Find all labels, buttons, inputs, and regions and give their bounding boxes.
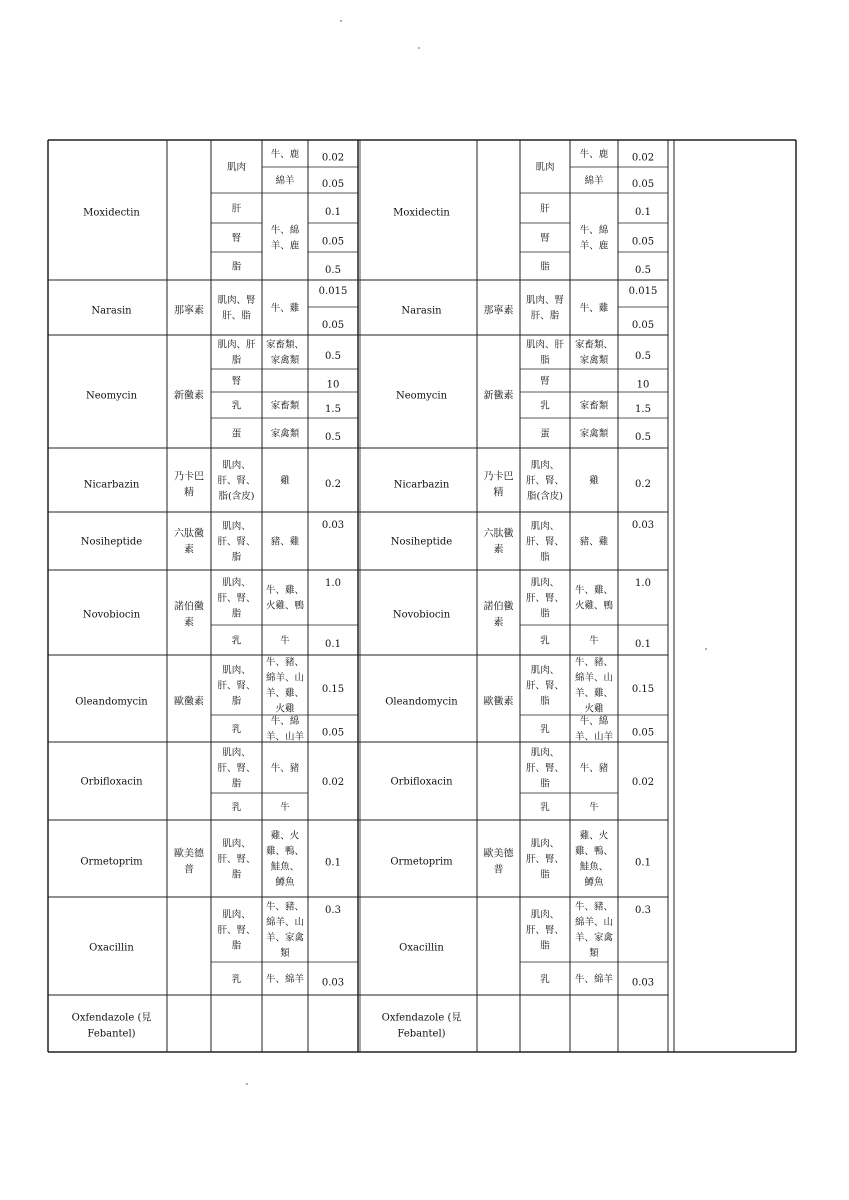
species-label: 豬、雞 [579, 536, 609, 548]
tissue-label: 脂 [231, 608, 242, 620]
mrl-value: 1.5 [325, 404, 341, 415]
tissue-label: 肌肉、 [222, 520, 251, 532]
tissue-label: 脂 [231, 261, 242, 273]
tissue-label: 脂 [540, 940, 550, 952]
species-label: 火雞 [584, 703, 604, 715]
species-label: 鱒魚 [275, 877, 295, 889]
chinese-drug-name: 乃卡巴 [174, 471, 204, 483]
species-label: 雞 [280, 475, 290, 487]
drug-name: Nicarbazin [393, 479, 450, 491]
mrl-value: 0.02 [321, 777, 345, 788]
chinese-drug-name: 新黴素 [483, 390, 514, 402]
mrl-value: 0.015 [628, 286, 658, 297]
species-label: 羊、鹿 [270, 240, 300, 252]
mrl-value: 0.1 [635, 857, 651, 869]
species-label: 鱒魚 [584, 877, 604, 889]
drug-name: Orbifloxacin [390, 776, 453, 788]
species-label: 牛、雞、 [265, 585, 305, 597]
chinese-drug-name: 六肽黴 [174, 528, 204, 540]
mrl-value: 0.5 [635, 432, 651, 443]
species-label: 雞、火 [270, 830, 300, 842]
mrl-value: 0.1 [325, 207, 341, 218]
chinese-drug-name: 精 [184, 487, 194, 499]
drug-name: Orbifloxacin [80, 776, 143, 788]
mrl-value: 0.02 [321, 152, 345, 164]
mrl-value: 0.05 [321, 320, 345, 331]
mrl-value: 1.5 [635, 404, 651, 415]
species-label: 牛、綿 [270, 225, 300, 237]
species-label: 牛、鹿 [270, 148, 300, 160]
tissue-label: 乳 [540, 801, 550, 813]
mrl-value: 0.03 [631, 977, 655, 989]
chinese-drug-name: 新黴素 [174, 390, 204, 402]
tissue-label: 肝、腎、 [217, 592, 256, 604]
tissue-label: 肌肉、腎 [525, 295, 565, 307]
species-label: 牛、雞 [270, 302, 300, 314]
species-label: 羊、山羊 [265, 731, 305, 743]
mrl-value: 0.3 [325, 905, 341, 916]
species-label: 家禽類 [579, 355, 609, 367]
species-label: 牛、鹿 [579, 148, 609, 160]
tissue-label: 肝、腎、 [217, 536, 256, 548]
mrl-value: 0.05 [321, 236, 345, 248]
mrl-value: 0.3 [635, 905, 651, 916]
tissue-label: 肌肉、肝 [525, 339, 565, 351]
drug-name: Oxacillin [89, 942, 134, 954]
mrl-value: 1.0 [325, 578, 341, 589]
tissue-label: 肝、腎、 [217, 475, 256, 487]
tissue-label: 肝、脂 [222, 310, 251, 322]
tissue-label: 脂(含皮) [527, 490, 563, 502]
mrl-value: 0.03 [631, 520, 655, 531]
tissue-label: 肌肉、 [530, 459, 560, 471]
species-label: 綿羊、山 [265, 672, 305, 684]
mrl-value: 0.03 [321, 520, 345, 531]
tissue-label: 肝、腎、 [217, 680, 256, 692]
species-label: 鮭魚、 [579, 861, 609, 873]
mrl-value: 0.5 [325, 351, 341, 362]
mrl-value: 0.02 [631, 777, 655, 788]
tissue-label: 脂 [231, 778, 242, 790]
species-label: 牛 [280, 801, 290, 813]
species-label: 羊、鹿 [579, 240, 609, 252]
drug-name: Novobiocin [392, 609, 451, 621]
chinese-drug-name: 素 [493, 617, 504, 629]
tissue-label: 肌肉、 [530, 838, 560, 850]
drug-name: Febantel) [87, 1028, 136, 1040]
tissue-label: 乳 [231, 723, 242, 735]
species-label: 雞 [589, 475, 599, 487]
drug-name: Oxfendazole (見 [71, 1012, 152, 1024]
species-label: 牛、綿羊 [574, 973, 614, 985]
chinese-drug-name: 普 [184, 864, 194, 876]
drug-name: Nosiheptide [80, 536, 143, 548]
species-label: 火雞、鴨 [265, 600, 305, 612]
tissue-label: 肌肉、 [530, 747, 560, 759]
mrl-value: 0.15 [631, 684, 655, 695]
tissue-label: 肌肉、 [222, 577, 251, 589]
species-label: 家禽類 [579, 428, 609, 440]
tissue-label: 脂 [540, 695, 550, 707]
drug-name: Oleandomycin [385, 696, 458, 708]
tissue-label: 乳 [540, 723, 550, 735]
scan-speck [705, 648, 707, 650]
species-label: 雞、鴨、 [574, 846, 614, 858]
species-label: 綿羊 [584, 175, 604, 187]
drug-name: Oxfendazole (見 [381, 1012, 462, 1024]
tissue-label: 肌肉、 [530, 520, 560, 532]
scan-speck [340, 20, 342, 22]
tissue-label: 肌肉 [535, 161, 555, 173]
tissue-label: 乳 [540, 635, 550, 647]
tissue-label: 脂 [231, 695, 242, 707]
tissue-label: 乳 [231, 400, 242, 412]
drug-name: Narasin [401, 305, 442, 317]
species-label: 火雞 [275, 703, 295, 715]
species-label: 火雞、鴨 [574, 600, 614, 612]
species-label: 家禽類 [270, 428, 300, 440]
tissue-label: 肌肉、 [222, 838, 251, 850]
species-label: 羊、山羊 [574, 731, 614, 743]
tissue-label: 脂 [540, 869, 550, 881]
tissue-label: 肝、腎、 [525, 475, 565, 487]
tissue-label: 脂 [231, 551, 242, 563]
tissue-label: 肝 [540, 203, 550, 215]
tissue-label: 脂 [540, 261, 550, 273]
species-label: 牛、豬 [270, 762, 300, 774]
drug-name: Neomycin [395, 390, 448, 402]
species-label: 類 [280, 948, 290, 960]
species-label: 牛、豬、 [265, 657, 305, 669]
mrl-value: 0.5 [635, 351, 651, 362]
tissue-label: 肌肉、 [222, 664, 251, 676]
mrl-value: 0.05 [631, 236, 655, 248]
chinese-drug-name: 普 [493, 864, 504, 876]
tissue-label: 脂 [540, 778, 550, 790]
tissue-label: 脂 [540, 551, 550, 563]
mrl-value: 0.03 [321, 977, 345, 989]
tissue-label: 肌肉、腎 [217, 295, 256, 307]
drug-name: Oxacillin [399, 942, 444, 954]
tissue-label: 腎 [540, 375, 550, 387]
drug-name: Nicarbazin [83, 479, 140, 491]
species-label: 牛 [589, 801, 599, 813]
tissue-label: 肝、腎、 [525, 592, 565, 604]
species-label: 羊、雞、 [574, 688, 614, 700]
mrl-value: 0.1 [635, 207, 651, 218]
species-label: 豬、雞 [270, 536, 300, 548]
chinese-drug-name: 諾伯黴 [174, 601, 204, 613]
chinese-drug-name: 素 [184, 617, 194, 629]
mrl-value: 0.05 [321, 179, 345, 190]
tissue-label: 乳 [540, 973, 550, 985]
species-label: 牛、綿 [270, 716, 300, 728]
species-label: 牛、豬、 [574, 657, 614, 669]
mrl-value: 0.05 [631, 179, 655, 190]
drug-name: Nosiheptide [390, 536, 453, 548]
species-label: 家畜類、 [265, 339, 305, 351]
tissue-label: 肌肉、肝 [217, 339, 256, 351]
species-label: 家畜類、 [574, 339, 614, 351]
species-label: 類 [589, 948, 599, 960]
species-label: 牛、豬、 [265, 901, 305, 913]
tissue-label: 肌肉、 [222, 747, 251, 759]
tissue-label: 脂 [540, 355, 550, 367]
mrl-value: 0.1 [325, 857, 341, 869]
species-label: 家畜類 [579, 400, 609, 412]
drug-name: Narasin [91, 305, 132, 317]
tissue-label: 脂 [231, 869, 242, 881]
tissue-label: 腎 [231, 232, 242, 244]
species-label: 牛、雞、 [574, 585, 614, 597]
chinese-drug-name: 素 [493, 544, 504, 556]
chinese-drug-name: 六肽黴 [483, 528, 514, 540]
tissue-label: 肝、腎、 [217, 924, 256, 936]
tissue-label: 腎 [231, 375, 242, 387]
species-label: 綿羊、山 [265, 917, 305, 929]
mrl-value: 0.1 [635, 639, 651, 650]
mrl-value: 1.0 [635, 578, 651, 589]
tissue-label: 肝、腎、 [525, 536, 565, 548]
drug-name: Moxidectin [83, 207, 140, 219]
mrl-value: 0.2 [635, 479, 651, 490]
species-label: 羊、家禽 [265, 932, 305, 944]
species-label: 綿羊 [275, 175, 295, 187]
chinese-drug-name: 歐黴素 [483, 696, 514, 708]
tissue-label: 肝、腎、 [525, 924, 565, 936]
tissue-label: 乳 [540, 400, 550, 412]
tissue-label: 肌肉、 [530, 909, 560, 921]
mrl-value: 0.2 [325, 479, 341, 490]
mrl-value: 0.05 [631, 320, 655, 331]
tissue-label: 脂 [231, 940, 242, 952]
species-label: 家畜類 [270, 400, 300, 412]
tissue-label: 肝、脂 [530, 310, 560, 322]
chinese-drug-name: 精 [493, 487, 504, 499]
drug-name: Ormetoprim [390, 856, 453, 868]
tissue-label: 乳 [231, 973, 242, 985]
drug-name: Novobiocin [82, 609, 141, 621]
tissue-label: 脂(含皮) [218, 490, 255, 502]
tissue-label: 肝、腎、 [525, 853, 565, 865]
scan-speck [418, 47, 420, 49]
tissue-label: 乳 [231, 635, 242, 647]
tissue-label: 肝、腎、 [217, 853, 256, 865]
tissue-label: 肌肉、 [530, 664, 560, 676]
chinese-drug-name: 那寧素 [174, 305, 204, 317]
mrl-value: 0.5 [635, 265, 651, 276]
tissue-label: 乳 [231, 801, 242, 813]
species-label: 牛、綿羊 [265, 973, 305, 985]
mrl-value: 0.015 [318, 286, 348, 297]
species-label: 雞、鴨、 [265, 846, 305, 858]
species-label: 羊、家禽 [574, 932, 614, 944]
species-label: 牛 [280, 635, 290, 647]
species-label: 鮭魚、 [270, 861, 300, 873]
tissue-label: 肝、腎、 [525, 762, 565, 774]
chinese-drug-name: 素 [184, 544, 194, 556]
species-label: 牛、綿 [579, 716, 609, 728]
drug-name: Moxidectin [393, 207, 450, 219]
species-label: 牛、雞 [579, 302, 609, 314]
species-label: 家禽類 [270, 355, 300, 367]
tissue-label: 肌肉、 [530, 577, 560, 589]
species-label: 綿羊、山 [574, 672, 614, 684]
tissue-label: 腎 [540, 232, 550, 244]
chinese-drug-name: 歐美德 [174, 848, 204, 860]
tissue-label: 肝 [231, 203, 242, 215]
tissue-label: 肝、腎、 [217, 762, 256, 774]
species-label: 牛 [589, 635, 599, 647]
mrl-value: 0.05 [631, 727, 655, 739]
mrl-value: 0.1 [325, 639, 341, 650]
chinese-drug-name: 歐美德 [483, 848, 514, 860]
mrl-value: 0.5 [325, 432, 341, 443]
species-label: 牛、豬、 [574, 901, 614, 913]
species-label: 雞、火 [579, 830, 609, 842]
tissue-label: 肌肉、 [222, 909, 251, 921]
tissue-label: 脂 [540, 608, 550, 620]
mrl-value: 0.02 [631, 152, 655, 164]
tissue-label: 脂 [231, 355, 242, 367]
mrl-value: 10 [636, 379, 650, 391]
tissue-label: 蛋 [540, 428, 550, 440]
tissue-label: 肝、腎、 [525, 680, 565, 692]
drug-name: Oleandomycin [75, 696, 148, 708]
chinese-drug-name: 諾伯黴 [483, 601, 514, 613]
scan-speck [246, 1083, 248, 1085]
drug-name: Ormetoprim [80, 856, 143, 868]
species-label: 牛、豬 [579, 762, 609, 774]
species-label: 綿羊、山 [574, 917, 614, 929]
mrl-value: 0.05 [321, 727, 345, 739]
species-label: 牛、綿 [579, 225, 609, 237]
chinese-drug-name: 乃卡巴 [483, 471, 514, 483]
mrl-value: 0.5 [325, 265, 341, 276]
tissue-label: 肌肉、 [222, 459, 251, 471]
mrl-value: 0.15 [321, 684, 345, 695]
chinese-drug-name: 歐黴素 [174, 696, 204, 708]
drug-name: Febantel) [397, 1028, 446, 1040]
tissue-label: 蛋 [231, 428, 242, 440]
chinese-drug-name: 那寧素 [483, 305, 514, 317]
drug-name: Neomycin [85, 390, 138, 402]
mrl-value: 10 [326, 379, 340, 391]
tissue-label: 肌肉 [226, 161, 247, 173]
species-label: 羊、雞、 [265, 688, 305, 700]
